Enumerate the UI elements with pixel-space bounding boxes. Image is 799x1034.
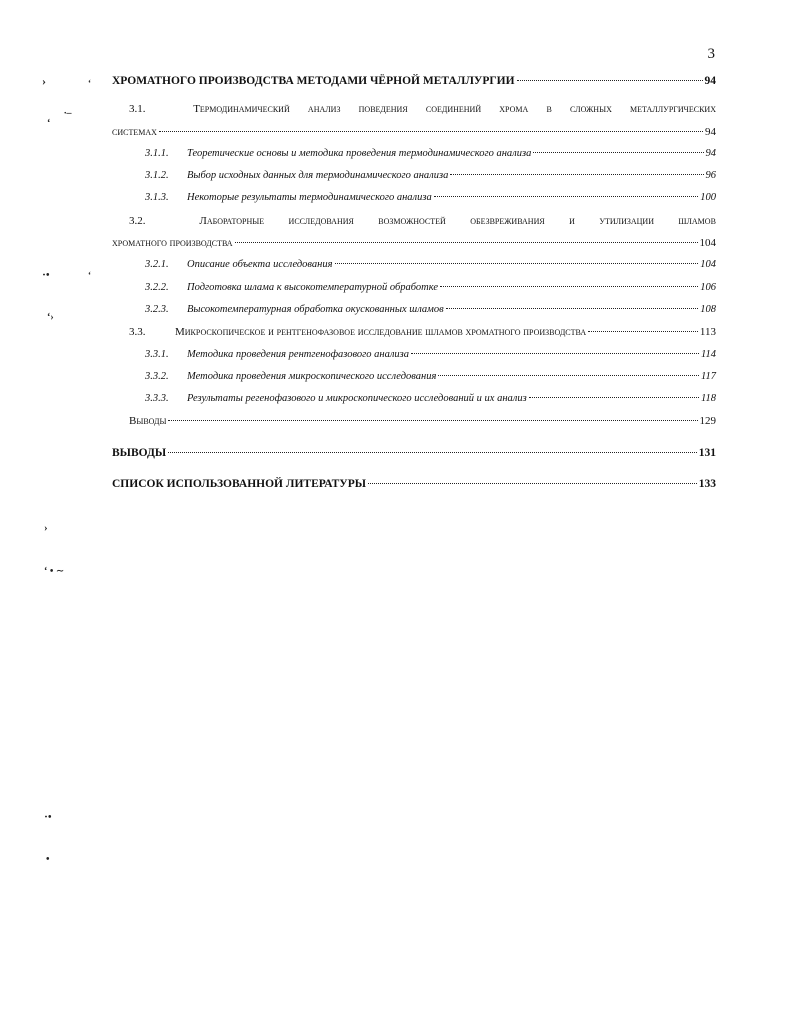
toc-entry-title-word: утилизации [599,214,654,227]
toc-entry-page: 104 [700,259,716,271]
scan-speck: ∙– [64,108,72,119]
toc-entry-title: ВЫВОДЫ [112,446,167,459]
toc-entry-title: ХРОМАТНОГО ПРОИЗВОДСТВА МЕТОДАМИ ЧЁРНОЙ МЕТАЛЛУРГИИ [112,75,515,87]
toc-entry-page: 96 [705,170,716,182]
toc-entry-3-2-3[interactable] [112,299,716,321]
toc-entry-number: 3.2.1. [145,259,169,271]
scan-speck: ‘ [47,118,51,129]
toc-entry-chapter3-title[interactable] [112,70,716,92]
dot-leader [533,152,703,153]
toc-entry-page: 94 [705,147,716,159]
toc-entry-title: Выводы [129,415,167,428]
scan-speck: ‘ [88,78,91,88]
toc-entry-title: Описание объекта исследования [187,259,333,271]
toc-entry-number: 3.1.1. [145,147,169,159]
dot-leader [159,131,703,132]
toc-entry-page: 117 [701,370,716,382]
scan-speck: ⋅• [44,812,52,823]
dot-leader [588,331,698,332]
dot-leader [434,196,699,197]
toc-entry-page: 133 [698,478,716,491]
toc-entry-title: Подготовка шлама к высокотемпературной обработке [187,281,439,293]
toc-entry-page: 106 [700,281,716,293]
page-number: 3 [707,46,715,62]
toc-entry-title: Микроскопическое и рентгенофазовое исследование шламов хроматного производства [175,326,587,339]
scan-speck: › [42,74,46,88]
toc-entry-number: 3.1.2. [145,170,169,182]
toc-entry-3-3[interactable] [112,321,716,343]
dot-leader [529,397,699,398]
toc-entry-3-1-1[interactable] [112,143,716,165]
toc-entry-title-word: возможностей [378,214,446,227]
toc-entry-title-word: шламов [678,214,716,227]
toc-entry-number: 3.3.2. [145,370,169,382]
toc-entry-title: СПИСОК ИСПОЛЬЗОВАННОЙ ЛИТЕРАТУРЫ [112,478,367,491]
toc-entry-number: 3.1. [129,103,146,116]
toc-entry-title-word: поведения [358,103,408,116]
toc-entry-title-word: Термодинамический [193,103,290,116]
toc-entry-title: Методика проведения микроскопического исследования [187,370,437,382]
dot-leader [517,80,703,81]
dot-leader [235,242,698,243]
toc-entry-title: Некоторые результаты термодинамического анализа [187,192,432,204]
dot-leader [446,308,699,309]
toc-entry-page: 118 [701,393,716,405]
toc-entry-3-1[interactable] [112,98,716,143]
scan-speck: ‘ [88,270,91,280]
toc-entry-page: 94 [705,125,716,138]
dot-leader [168,420,697,421]
toc-entry-title-word: Лабораторные [199,214,265,227]
toc-entry-title-word: хрома [499,103,529,116]
toc-entry-title-cont: хроматного производства [112,237,233,250]
toc-entry-page: 129 [699,415,716,428]
scan-speck: ⋅• [42,270,50,281]
toc-entry-title: Выбор исходных данных для термодинамического анализа [187,170,449,182]
scan-speck: ‘› [47,312,54,323]
toc-entry-references[interactable] [112,473,716,495]
toc-entry-3-3-2[interactable] [112,366,716,388]
dot-leader [440,286,698,287]
toc-entry-title-cont: системах [112,125,157,138]
toc-entry-page: 104 [699,237,716,250]
toc-entry-number: 3.1.3. [145,192,169,204]
toc-entry-title-word: металлургических [630,103,716,116]
scan-speck: › [44,522,48,534]
toc-entry-title-word: исследования [288,214,354,227]
toc-entry-3-1-3[interactable] [112,187,716,209]
toc-entry-title: Высокотемпературная обработка окускованных шламов [187,303,444,315]
toc-entry-3-3-3[interactable] [112,388,716,410]
toc-entry-title-word: анализ [307,103,341,116]
scan-speck: • [46,854,50,865]
toc-entry-page: 131 [698,446,716,459]
toc-entry-page: 94 [704,75,716,87]
table-of-contents [112,70,716,495]
toc-entry-title-word: и [569,214,575,227]
toc-entry-number: 3.3. [129,326,146,339]
dot-leader [168,452,697,453]
dot-leader [368,483,697,484]
scan-speck: ‘ • ∼ [44,566,65,577]
toc-entry-3-2-2[interactable] [112,277,716,299]
toc-entry-number: 3.3.3. [145,393,169,405]
toc-entry-title: Методика проведения рентгенофазового анализа [187,348,410,360]
toc-entry-3-1-2[interactable] [112,165,716,187]
toc-entry-number: 3.2. [129,214,146,227]
toc-entry-title-word: обезвреживания [470,214,545,227]
toc-entry-title-word: сложных [570,103,612,116]
toc-entry-conclusions[interactable] [112,442,716,464]
toc-entry-number: 3.2.3. [145,303,169,315]
dot-leader [438,375,699,376]
dot-leader [335,263,699,264]
toc-entry-3-2[interactable] [112,210,716,255]
toc-entry-3-2-1[interactable] [112,254,716,276]
toc-entry-page: 113 [699,326,716,339]
toc-entry-3-3-1[interactable] [112,344,716,366]
toc-entry-title: Результаты регенофазового и микроскопического исследований и их анализ [187,393,527,405]
toc-entry-page: 114 [701,348,716,360]
toc-entry-number: 3.2.2. [145,281,169,293]
toc-entry-page: 100 [700,192,716,204]
toc-entry-chapter3-conclusions[interactable] [112,410,716,432]
dot-leader [450,174,703,175]
toc-entry-title-word: соединений [425,103,482,116]
toc-entry-title-word: в [546,103,552,116]
dot-leader [411,353,699,354]
toc-entry-title: Теоретические основы и методика проведения термодинамического анализа [187,147,532,159]
toc-entry-page: 108 [700,303,716,315]
toc-entry-number: 3.3.1. [145,348,169,360]
